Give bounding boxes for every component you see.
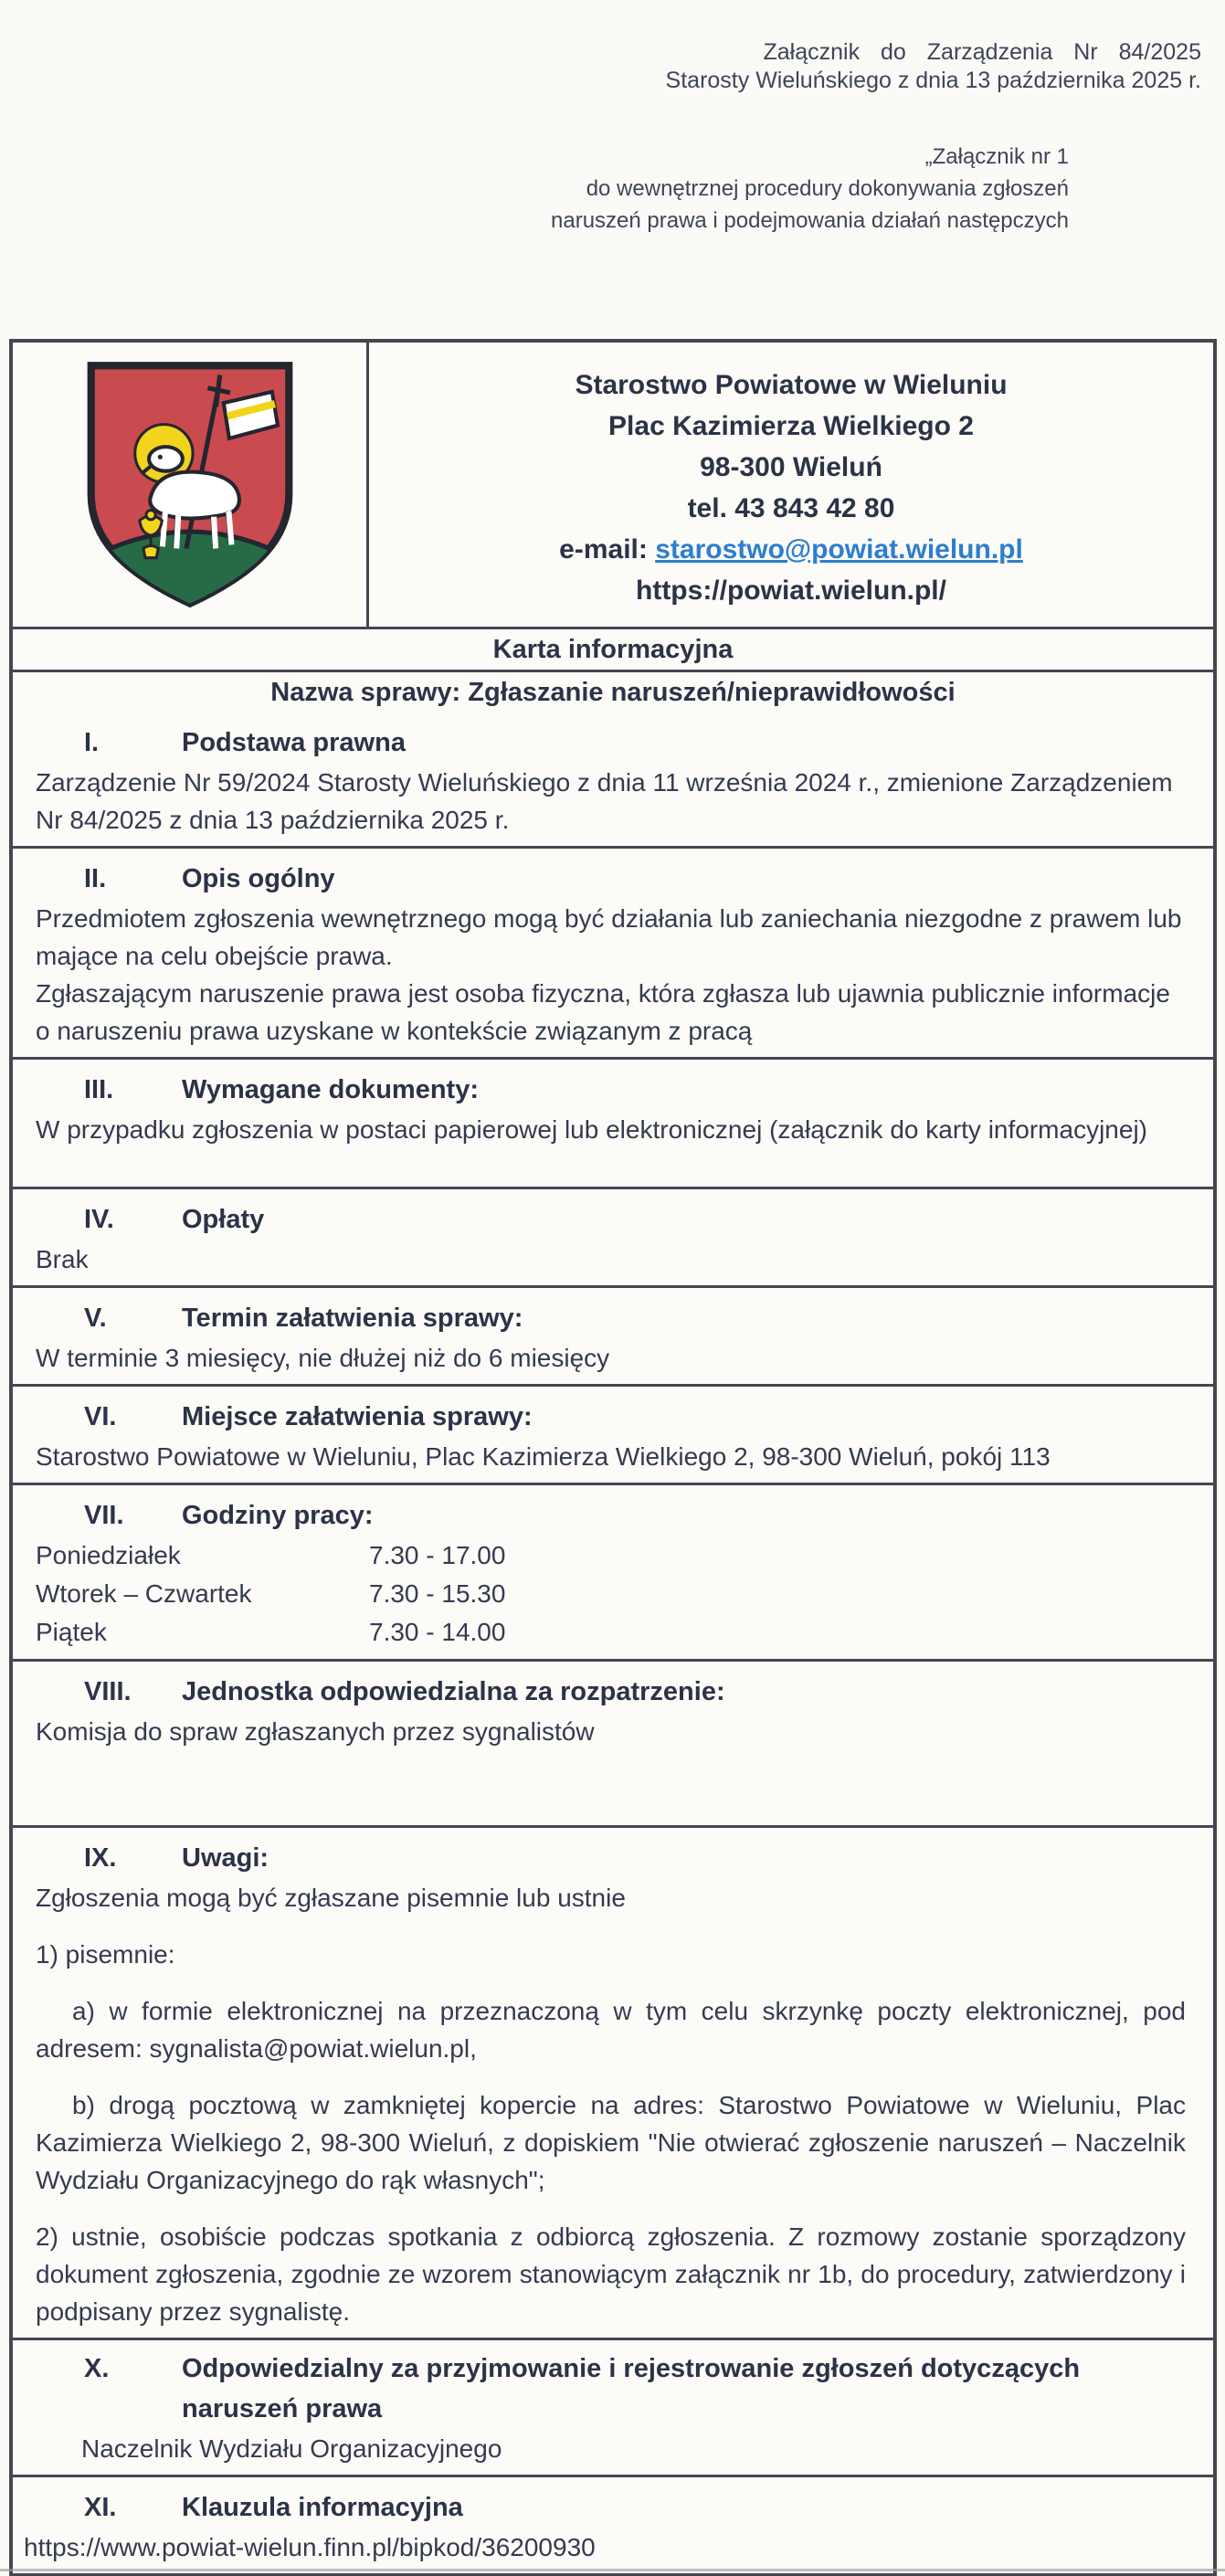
section-paragraph: Naczelnik Wydziału Organizacyjnego (81, 2434, 502, 2463)
section-number: II. (84, 864, 107, 893)
attachment-number-note (0, 141, 1225, 237)
section-heading (13, 1828, 1213, 1879)
working-hours-row (36, 1613, 1213, 1652)
hours-value: 7.30 - 14.00 (369, 1618, 506, 1646)
working-hours-row (36, 1575, 1213, 1613)
attachment-reference (0, 0, 1225, 95)
hours-value: 7.30 - 17.00 (369, 1541, 506, 1569)
information-card-table (9, 339, 1217, 2576)
coat-of-arms-cell (13, 343, 369, 627)
section-X (13, 2338, 1213, 2475)
section-title: Miejsce załatwienia sprawy: (182, 1402, 533, 1431)
hours-value: 7.30 - 15.30 (369, 1579, 506, 1608)
section-paragraph: Brak (36, 1245, 89, 1273)
email-link[interactable]: starostwo@powiat.wielun.pl (655, 534, 1023, 565)
section-paragraph: b) drogą pocztową w zamkniętej kopercie na adres: Starostwo Powiatowe w Wieluniu, Plac Kazimierza Wielkiego 2, 98-300 Wieluń, z dopiskiem "Nie otwierać zgłoszenie naruszeń – Naczelnik Wydziału Organizacyjnego do rąk własnych"; (36, 2091, 1186, 2194)
section-heading (13, 2477, 1213, 2528)
section-III (13, 1057, 1213, 1187)
annotation-line: do wewnętrznej procedury dokonywania zgłoszeń (586, 176, 1069, 201)
section-heading (13, 1662, 1213, 1713)
section-IV (13, 1187, 1213, 1285)
office-website: https://powiat.wielun.pl/ (636, 575, 946, 606)
section-heading (13, 1189, 1213, 1240)
section-title: Uwagi: (182, 1843, 269, 1873)
section-paragraph: Komisja do spraw zgłaszanych przez sygnalistów (36, 1717, 595, 1746)
office-address-cell (369, 343, 1213, 627)
annotation-line: „Załącznik nr 1 (924, 144, 1069, 169)
section-paragraph: 2) ustnie, osobiście podczas spotkania z odbiorcą zgłoszenia. Z rozmowy zostanie sporządzony dokument zgłoszenia, zgodnie ze wzorem stanowiącym załącznik nr 1b, do procedury, zatwierdzony i podpisany przez sygnalistę. (36, 2222, 1186, 2326)
section-paragraph: 1) pisemnie: (36, 1940, 175, 1969)
section-number: VIII. (84, 1677, 132, 1706)
section-title: Podstawa prawna (182, 728, 406, 757)
section-heading (13, 1387, 1213, 1438)
office-phone: tel. 43 843 42 80 (687, 493, 895, 523)
section-VIII (13, 1659, 1213, 1825)
day-label: Poniedziałek (36, 1541, 181, 1569)
section-I (13, 713, 1213, 846)
working-hours-row (36, 1536, 1213, 1575)
working-hours-table (13, 1536, 1213, 1652)
section-number: XI. (84, 2493, 117, 2522)
section-title: Godziny pracy: (182, 1501, 374, 1530)
scanner-edge-artifact (0, 2569, 1225, 2571)
section-heading (13, 849, 1213, 900)
section-heading (13, 1060, 1213, 1111)
section-heading (13, 1288, 1213, 1339)
section-title: Opis ogólny (182, 864, 335, 893)
section-title: Termin załatwienia sprawy: (182, 1304, 523, 1333)
office-street: Plac Kazimierza Wielkiego 2 (608, 411, 974, 441)
section-number: I. (84, 728, 100, 757)
section-number: VII. (84, 1501, 124, 1530)
section-title: Odpowiedzialny za przyjmowanie i rejestrowanie zgłoszeń dotyczących naruszeń prawa (182, 2354, 1081, 2423)
section-number: IX. (84, 1843, 117, 1873)
section-VII (13, 1483, 1213, 1659)
office-postal-city: 98-300 Wieluń (700, 452, 882, 482)
case-name-row (13, 670, 1213, 713)
section-XI (13, 2475, 1213, 2573)
annotation-line: naruszeń prawa i podejmowania działań następczych (551, 208, 1069, 233)
section-IX (13, 1825, 1213, 2338)
section-paragraph: W terminie 3 miesięcy, nie dłużej niż do 6 miesięcy (36, 1344, 610, 1372)
section-paragraph: a) w formie elektronicznej na przeznaczoną w tym celu skrzynkę poczty elektronicznej, pod adresem: sygnalista@powiat.wielun.pl, (36, 1997, 1186, 2063)
card-title-row (13, 627, 1213, 670)
email-label: e-mail: (559, 534, 656, 565)
office-email-line (369, 529, 1213, 570)
case-name: Nazwa sprawy: Zgłaszanie naruszeń/nieprawidłowości (270, 678, 956, 707)
section-heading (13, 2340, 1213, 2430)
section-paragraph: https://www.powiat-wielun.finn.pl/bipkod/36200930 (24, 2533, 596, 2561)
section-number: V. (84, 1304, 107, 1333)
section-heading (13, 1485, 1213, 1536)
annotation-line: Starosty Wieluńskiego z dnia 13 października 2025 r. (665, 68, 1201, 93)
section-number: IV. (84, 1205, 114, 1234)
section-number: X. (84, 2354, 110, 2383)
section-title: Wymagane dokumenty: (182, 1075, 479, 1104)
section-paragraph: Zgłoszenia mogą być zgłaszane pisemnie lub ustnie (36, 1884, 626, 1912)
section-title: Opłaty (182, 1205, 265, 1234)
office-header-row (13, 343, 1213, 627)
day-label: Wtorek – Czwartek (36, 1579, 252, 1608)
day-label: Piątek (36, 1618, 107, 1646)
section-VI (13, 1384, 1213, 1483)
section-paragraph: Zarządzenie Nr 59/2024 Starosty Wieluńskiego z dnia 11 września 2024 r., zmienione Zarządzeniem Nr 84/2025 z dnia 13 października 2025 r. (36, 768, 1173, 834)
office-name: Starostwo Powiatowe w Wieluniu (575, 370, 1008, 400)
card-title: Karta informacyjna (492, 635, 734, 664)
section-heading (13, 713, 1213, 764)
section-paragraph: Starostwo Powiatowe w Wieluniu, Plac Kazimierza Wielkiego 2, 98-300 Wieluń, pokój 113 (36, 1442, 1051, 1471)
annotation-line: Załącznik do Zarządzenia Nr 84/2025 (763, 39, 1201, 65)
section-paragraph: W przypadku zgłoszenia w postaci papierowej lub elektronicznej (załącznik do karty informacyjnej) (36, 1115, 1147, 1144)
section-V (13, 1285, 1213, 1384)
sections-container (13, 713, 1213, 2573)
section-number: III. (84, 1075, 114, 1104)
section-title: Klauzula informacyjna (182, 2493, 463, 2522)
section-paragraph: Zgłaszającym naruszenie prawa jest osoba fizyczna, która zgłasza lub ujawnia publicznie informacje o naruszeniu prawa uzyskane w kontekście związanym z pracą (36, 979, 1170, 1045)
section-number: VI. (84, 1402, 117, 1431)
wielun-coat-of-arms-icon (78, 354, 302, 616)
section-paragraph: Przedmiotem zgłoszenia wewnętrznego mogą być działania lub zaniechania niezgodne z prawem lub mające na celu obejście prawa. (36, 904, 1182, 970)
section-title: Jednostka odpowiedzialna za rozpatrzenie: (182, 1677, 725, 1706)
section-II (13, 846, 1213, 1057)
